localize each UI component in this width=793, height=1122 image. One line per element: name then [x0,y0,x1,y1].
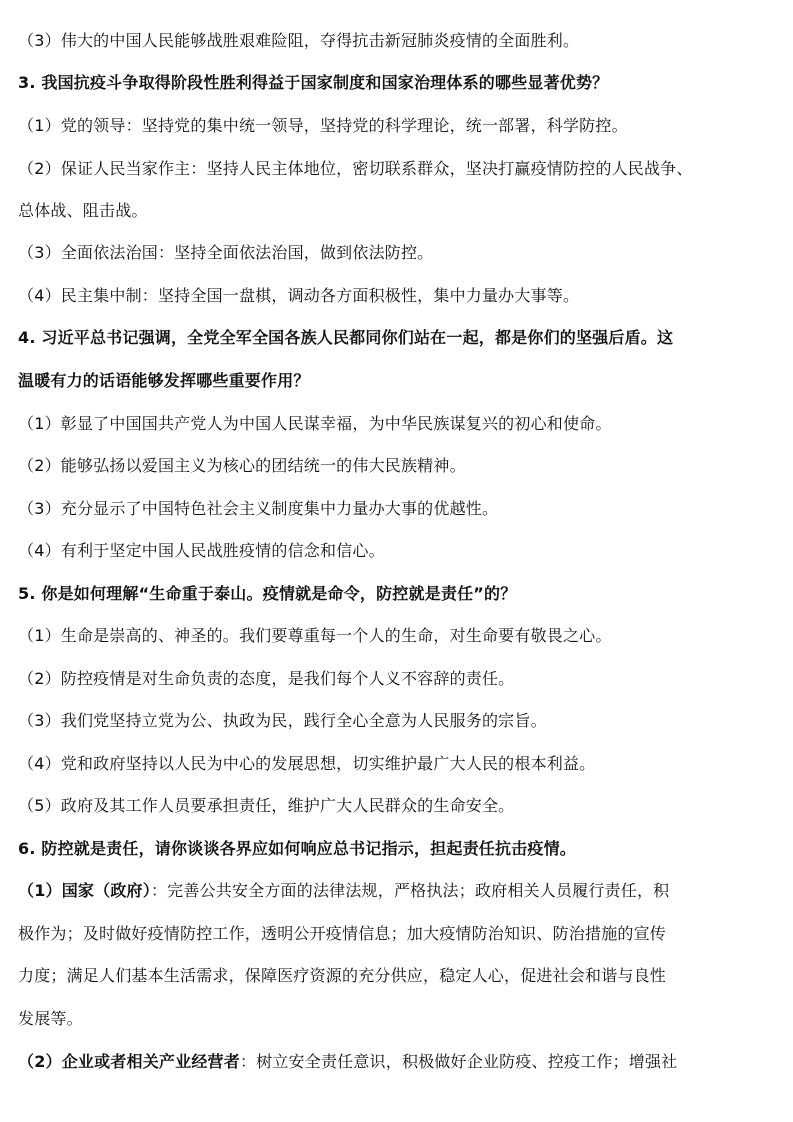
question-4-continuation: 温暖有力的话语能够发挥哪些重要作用？ [18,371,310,390]
answer-6-1-continuation: 力度；满足人们基本生活需求，保障医疗资源的充分供应，稳定人心，促进社会和谐与良性 [18,966,667,985]
answer-line: （3）全面依法治国：坚持全面依法治国，做到依法防控。 [18,243,434,262]
answer-line: （1）生命是崇高的、神圣的。我们要尊重每一个人的生命，对生命要有敬畏之心。 [18,626,612,645]
answer-line: （3）我们党坚持立党为公、执政为民，践行全心全意为人民服务的宗旨。 [18,711,547,730]
question-6: 6. 防控就是责任，请你谈谈各界应如何响应总书记指示，担起责任抗击疫情。 [18,839,576,858]
item-number: （2） [18,1052,62,1071]
subject-label: 企业或者相关产业经营者 [61,1052,240,1071]
item-number: （1） [18,881,62,900]
question-3: 3. 我国抗疫斗争取得阶段性胜利得益于国家制度和国家治理体系的哪些显著优势？ [18,73,609,92]
answer-text: ：完善公共安全方面的法律法规，严格执法；政府相关人员履行责任，积 [150,881,670,900]
answer-line: （3）伟大的中国人民能够战胜艰难险阻，夺得抗击新冠肺炎疫情的全面胜利。 [18,31,580,50]
answer-6-1-continuation: 极作为；及时做好疫情防控工作，透明公开疫情信息；加大疫情防治知识、防治措施的宣传 [18,924,667,943]
answer-line: （2）防控疫情是对生命负责的态度，是我们每个人义不容辞的责任。 [18,669,515,688]
subject-label: 国家（政府） [61,881,151,900]
answer-line: （2）保证人民当家作主：坚持人民主体地位，密切联系群众，坚决打赢疫情防控的人民战争、 [18,159,693,178]
answer-text: ：树立安全责任意识，积极做好企业防疫、控疫工作；增强社 [239,1052,678,1071]
answer-line-continuation: 总体战、阻击战。 [18,201,148,220]
answer-line: （5）政府及其工作人员要承担责任，维护广大人民群众的生命安全。 [18,796,515,815]
question-5: 5. 你是如何理解“生命重于泰山。疫情就是命令，防控就是责任”的？ [18,584,517,603]
answer-6-1-line [18,879,780,903]
answer-line: （2）能够弘扬以爱国主义为核心的团结统一的伟大民族精神。 [18,456,466,475]
answer-6-1-continuation: 发展等。 [18,1009,83,1028]
question-4: 4. 习近平总书记强调，全党全军全国各族人民都同你们站在一起，都是你们的坚强后盾。这 [18,328,674,347]
answer-line: （1）彰显了中国国共产党人为中国人民谋幸福，为中华民族谋复兴的初心和使命。 [18,414,612,433]
answer-line: （1）党的领导：坚持党的集中统一领导，坚持党的科学理论，统一部署，科学防控。 [18,116,628,135]
answer-line: （3）充分显示了中国特色社会主义制度集中力量办大事的优越性。 [18,499,499,518]
answer-line: （4）党和政府坚持以人民为中心的发展思想，切实维护最广大人民的根本利益。 [18,754,596,773]
answer-6-2-line [18,1050,780,1074]
answer-line: （4）有利于坚定中国人民战胜疫情的信念和信心。 [18,541,385,560]
answer-line: （4）民主集中制：坚持全国一盘棋，调动各方面积极性，集中力量办大事等。 [18,286,580,305]
